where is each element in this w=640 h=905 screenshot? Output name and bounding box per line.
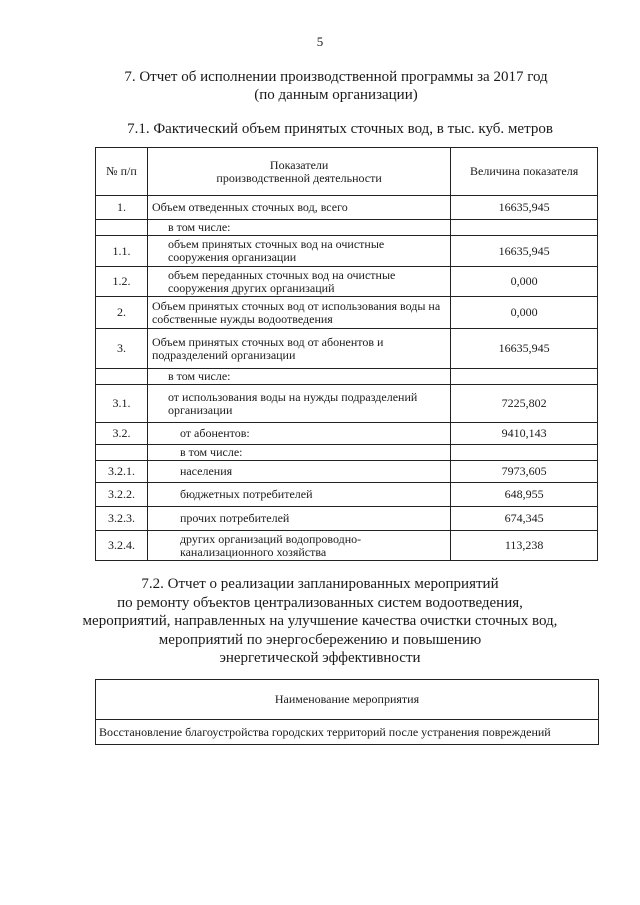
row-num: 3.2.1.: [96, 461, 148, 483]
section-7-2-title-line: 7.2. Отчет о реализации запланированных мероприятий: [141, 576, 499, 592]
row-label: бюджетных потребителей: [147, 483, 450, 507]
row-num: 3.2.: [96, 423, 148, 445]
row-label: в том числе:: [147, 445, 450, 461]
row-num: 3.: [96, 329, 148, 369]
row-num: 3.1.: [96, 385, 148, 423]
row-label: населения: [147, 461, 450, 483]
section-7-title-line2: (по данным организации): [254, 87, 418, 103]
row-value: 7973,605: [451, 461, 598, 483]
header-indicator-line2: производственной деятельности: [216, 170, 382, 185]
row-label: от абонентов:: [147, 423, 450, 445]
measures-table: [95, 679, 599, 745]
table-row: [96, 531, 598, 561]
row-value: 16635,945: [451, 196, 598, 220]
row-value: 674,345: [451, 507, 598, 531]
table-row: [96, 720, 599, 745]
section-7-title-line1: 7. Отчет об исполнении производственной программы за 2017 год: [124, 69, 548, 85]
row-label: объем переданных сточных вод на очистные сооружения других организаций: [147, 267, 450, 297]
row-value: 7225,802: [451, 385, 598, 423]
section-7-2-title-line: по ремонту объектов централизованных систем водоотведения,: [117, 594, 523, 611]
page-number: 5: [316, 34, 324, 49]
row-label: в том числе:: [147, 369, 450, 385]
row-value: [451, 445, 598, 461]
row-value: 113,238: [451, 531, 598, 561]
row-label: прочих потребителей: [147, 507, 450, 531]
table-row: [96, 445, 598, 461]
table-row: [96, 236, 598, 267]
table-row: [96, 385, 598, 423]
row-label: Объем отведенных сточных вод, всего: [147, 196, 450, 220]
section-7-2-title-line: мероприятий, направленных на улучшение качества очистки сточных вод,: [82, 613, 558, 629]
section-7-2-title-line: энергетической эффективности: [219, 650, 421, 666]
row-label: от использования воды на нужды подразделений организации: [147, 385, 450, 423]
row-num: 1.1.: [96, 236, 148, 267]
row-label: других организаций водопроводно-канализационного хозяйства: [147, 531, 450, 561]
row-value: 9410,143: [451, 423, 598, 445]
row-num: [96, 369, 148, 385]
section-7-2-title: [0, 575, 640, 668]
table-row: [96, 369, 598, 385]
table-row: [96, 297, 598, 329]
row-value: [451, 369, 598, 385]
row-num: 3.2.2.: [96, 483, 148, 507]
section-7-title: [36, 68, 636, 104]
row-num: 3.2.3.: [96, 507, 148, 531]
table-row: [96, 483, 598, 507]
wastewater-volume-table: [95, 147, 598, 561]
measure-item: Восстановление благоустройства городских территорий после устранения повреждений: [96, 720, 599, 745]
table-header-row: [96, 148, 598, 196]
row-num: 1.: [96, 196, 148, 220]
row-value: 16635,945: [451, 236, 598, 267]
table-row: [96, 329, 598, 369]
section-7-1-title: 7.1. Фактический объем принятых сточных вод, в тыс. куб. метров: [127, 121, 553, 137]
header-indicator-line1: Показатели: [269, 157, 329, 172]
row-num: 2.: [96, 297, 148, 329]
header-indicator: [147, 148, 450, 196]
row-num: [96, 220, 148, 236]
row-value: 0,000: [451, 267, 598, 297]
row-value: 0,000: [451, 297, 598, 329]
row-label: в том числе:: [147, 220, 450, 236]
table-row: [96, 196, 598, 220]
row-num: 1.2.: [96, 267, 148, 297]
row-label: Объем принятых сточных вод от использования воды на собственные нужды водоотведения: [147, 297, 450, 329]
table-row: [96, 220, 598, 236]
section-7-2-title-line: мероприятий по энергосбережению и повышению: [158, 631, 482, 648]
header-value: Величина показателя: [451, 148, 598, 196]
row-value: 648,955: [451, 483, 598, 507]
row-num: [96, 445, 148, 461]
header-num: № п/п: [96, 148, 148, 196]
table-row: [96, 507, 598, 531]
row-label: объем принятых сточных вод на очистные сооружения организации: [147, 236, 450, 267]
table-row: [96, 461, 598, 483]
row-label: Объем принятых сточных вод от абонентов и подразделений организации: [147, 329, 450, 369]
table-row: [96, 267, 598, 297]
row-value: 16635,945: [451, 329, 598, 369]
row-value: [451, 220, 598, 236]
measures-header: Наименование мероприятия: [96, 680, 599, 720]
table-row: [96, 423, 598, 445]
row-num: 3.2.4.: [96, 531, 148, 561]
measures-header-row: [96, 680, 599, 720]
